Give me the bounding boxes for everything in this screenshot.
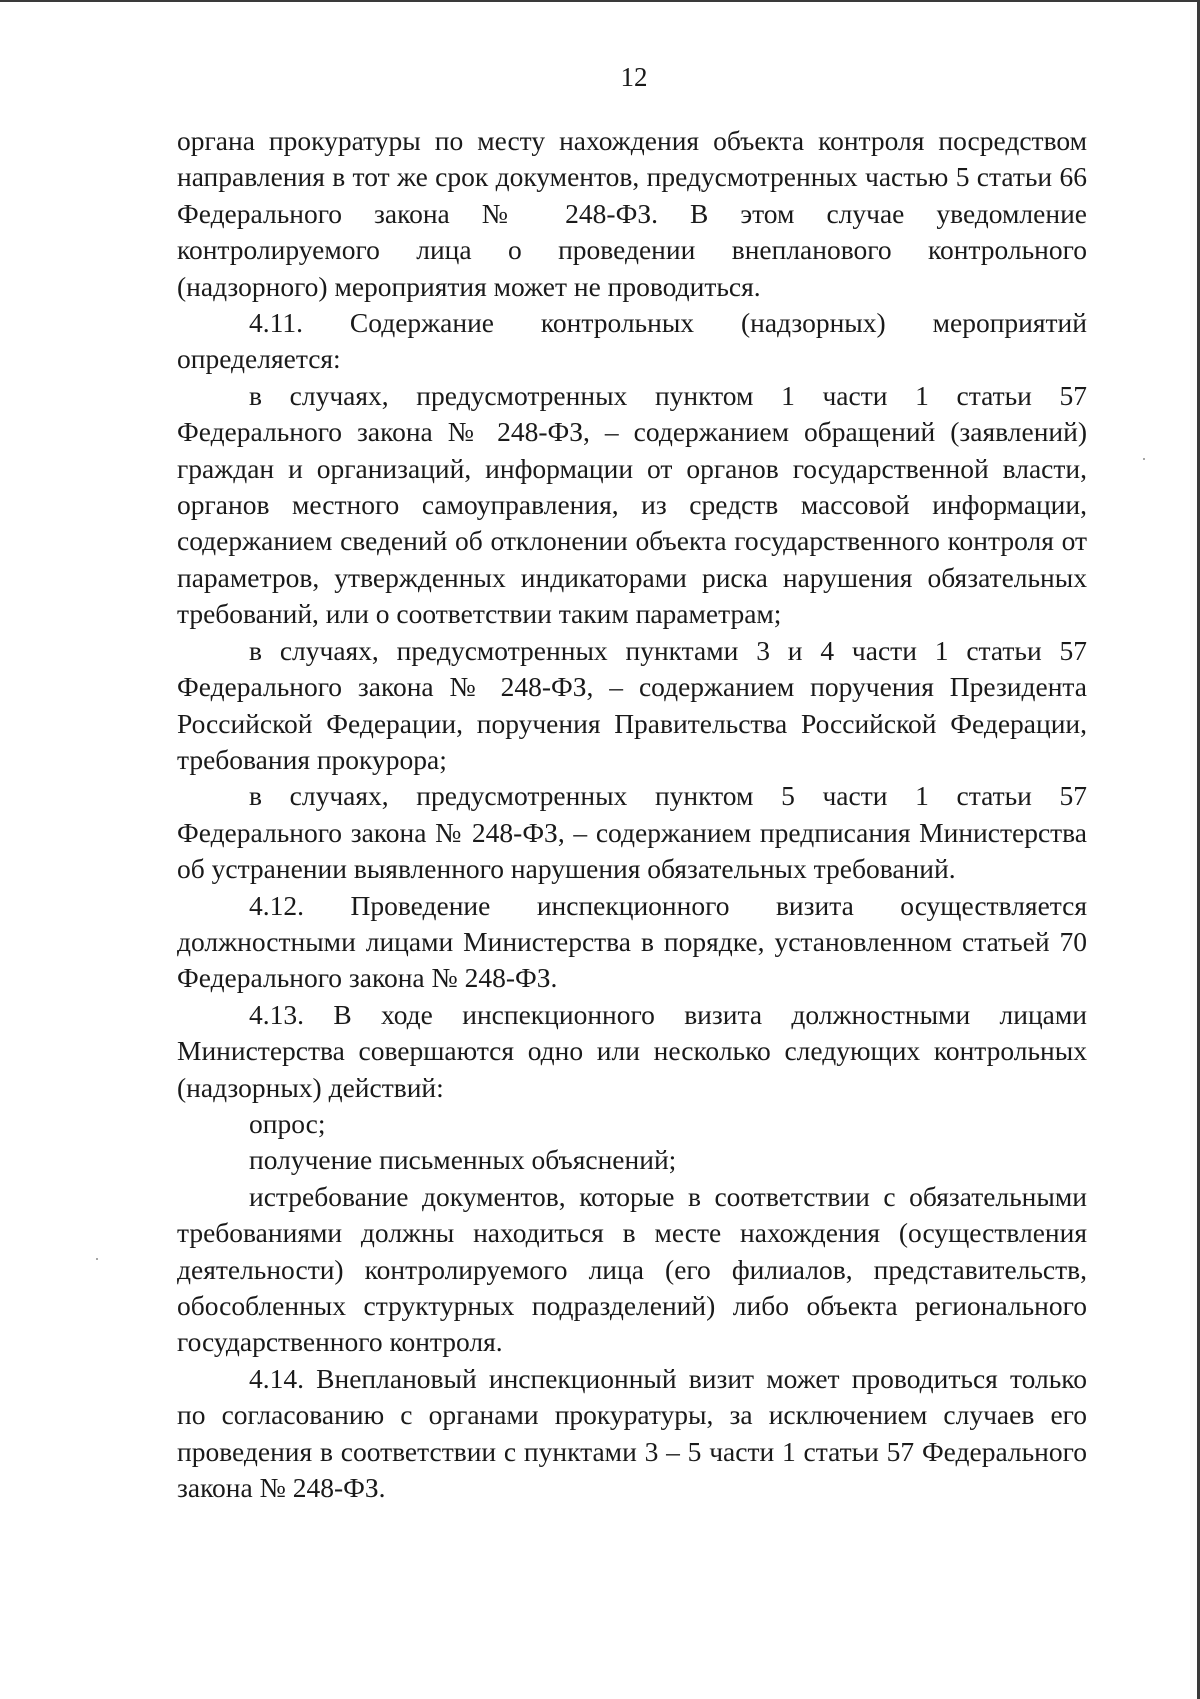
paragraph-case-point-1: в случаях, предусмотренных пунктом 1 части 1 статьи 57 Федерального закона № 248-ФЗ, – содержанием обращений (заявлений) граждан и организаций, информации от органов государственной власти, органов местного самоуправления, из средств массовой информации, содержанием сведений об отклонении объекта государственного контроля от параметров, утвержденных индикаторами риска нарушения обязательных требований, или о соответствии таким параметрам; xyxy=(177,379,1087,630)
paragraph-4-14: 4.14. Внеплановый инспекционный визит может проводиться только по согласованию с органами прокуратуры, за исключением случаев его проведения в соответствии с пунктами 3 – 5 части 1 статьи 57 Федерального закона № 248-ФЗ. xyxy=(177,1362,1087,1504)
list-item-survey: опрос; xyxy=(249,1107,326,1139)
list-item-documents: истребование документов, которые в соответствии с обязательными требованиями должны находиться в месте нахождения (осуществления деятельности) контролируемого лица (его филиалов, представительств, обособленных структурных подразделений) либо объекта регионального государственного контроля. xyxy=(177,1180,1087,1358)
scan-speck xyxy=(96,1258,98,1260)
list-item-explanations: получение письменных объяснений; xyxy=(249,1144,677,1176)
paragraph-4-12: 4.12. Проведение инспекционного визита осуществляется должностными лицами Министерства в порядке, установленном статьей 70 Федерального закона № 248-ФЗ. xyxy=(177,889,1087,994)
paragraph-case-points-3-4: в случаях, предусмотренных пунктами 3 и 4 части 1 статьи 57 Федерального закона № 248-ФЗ, – содержанием поручения Президента Российской Федерации, поручения Правительства Российской Федерации, требования прокурора; xyxy=(177,634,1087,775)
paragraph-continuation: органа прокуратуры по месту нахождения объекта контроля посредством направления в тот же срок документов, предусмотренных частью 5 статьи 66 Федерального закона № 248-ФЗ. В этом случае уведомление контролируемого лица о проведении внепланового контрольного (надзорного) мероприятия может не проводиться. xyxy=(177,125,1087,302)
paragraph-4-13: 4.13. В ходе инспекционного визита должностными лицами Министерства совершаются одно или несколько следующих контрольных (надзорных) действий: xyxy=(177,998,1087,1103)
page-number: 12 xyxy=(620,62,648,92)
scan-edge-top xyxy=(0,0,1200,2)
paragraph-4-11: 4.11. Содержание контрольных (надзорных) мероприятий определяется: xyxy=(177,307,1087,375)
document-body xyxy=(177,123,1087,1506)
scan-speck xyxy=(1143,458,1145,460)
paragraph-case-point-5: в случаях, предусмотренных пунктом 5 части 1 статьи 57 Федерального закона № 248-ФЗ, – содержанием предписания Министерства об устранении выявленного нарушения обязательных требований. xyxy=(177,780,1087,885)
